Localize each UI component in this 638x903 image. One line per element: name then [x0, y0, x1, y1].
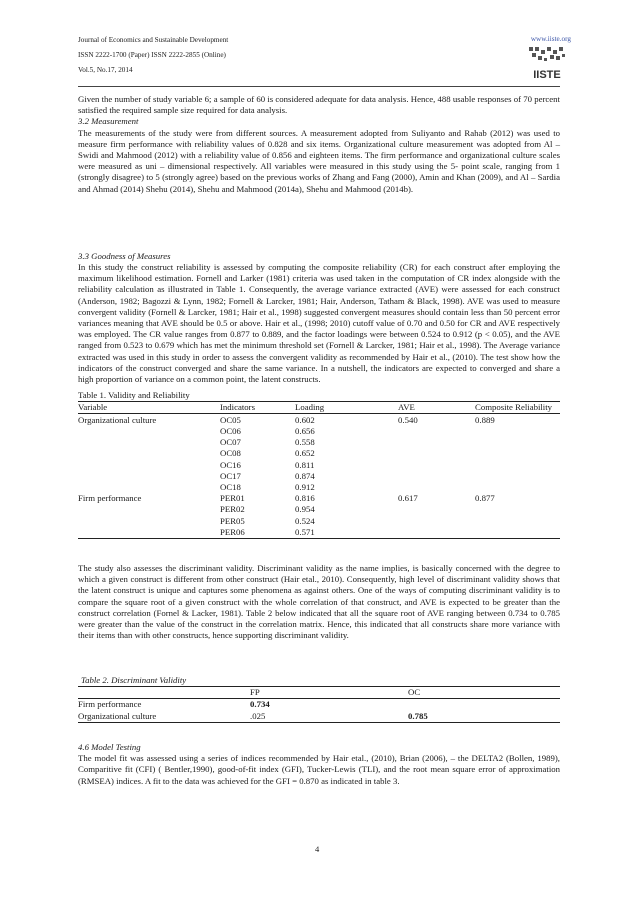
table-validity-reliability [78, 390, 560, 539]
table1-col-ave: AVE [398, 402, 415, 413]
table1-caption-row [78, 390, 560, 401]
table-row [78, 415, 560, 426]
table-cell: 0.889 [475, 414, 495, 425]
table-cell: 0.524 [295, 515, 315, 526]
table-cell: Organizational culture [78, 414, 157, 425]
table-cell: Firm performance [78, 493, 142, 504]
section-model-testing [78, 742, 560, 787]
measurement-text: The measurements of the study were from different sources. A measurement adopted from Suliyanto and Rahab (2012) was used to measure firm performance with reliability values of 0.828 and six items. Organizational culture measurement was adopted from Al – Swidi and Mahmood (2012) with a reliability value of 0.856 and eighteen items. The firm performance and organizational culture scales were measured as uni – dimensional respectively. All variables were measured in this study using the 5- point scale, ranging from 1 (strongly disagree) to 5 (strongly agree) based on the previous works of Zhang and Fang (2000), Amin and Khan (2009), and Al – Sardia and Ahmad (2014) Shehu (2014), Shehu and Mahmood (2014a), Shehu and Mahmood (2014b). [78, 127, 560, 194]
journal-url-link[interactable]: www.iiste.org [530, 35, 571, 43]
table-cell: 0.785 [408, 710, 428, 721]
table-row [78, 699, 560, 710]
table-cell: OC08 [220, 448, 241, 459]
table-cell: .025 [250, 710, 266, 721]
discriminant-text: The study also assesses the discriminant validity. Discriminant validity as the name implies, is basically concerned with the degree to which a given construct is different from other construct (Hair etal., 2010). Consequently, high level of discriminant validity shows that the latent construct is unique and captures some phenomena as against others. One of the ways of computing discriminant validity is to compare the square root of a given construct with the whole correlation of that construct, and AVE is expected to be greater than the construct correlation (Fornel & Lacker, 1981). Table 2 below indicated that all the square root of AVE ranging between 0.734 to 0.785 were greater than the value of the construct in the correlation matrix. Hence, this indicated that all constructs share more variance with their items than with other constructs, hence supporting discriminant validity. [78, 563, 560, 641]
table2-body [78, 699, 560, 722]
table2-header [78, 686, 560, 699]
table-row [78, 527, 560, 538]
table-cell: Organizational culture [78, 710, 157, 721]
table2-caption: Table 2. Discriminant Validity [81, 675, 187, 685]
table-row [78, 460, 560, 471]
goodness-text: In this study the construct reliability is assessed by computing the composite reliability (CR) for each construct after employing the maximum likelihood estimation. Fornell and Larker (1981) criteria was used taken in the computation of CR index alongside with the reliability calculation as illustrated in Table 1. Consequently, the average variance extracted (AVE) were assessed for each construct (Anderson, 1982; Bagozzi & Lynn, 1982; Fornell & Larcker, 1981; Hair, Anderson, Tatham & Black, 1998). AVE was used to measure convergent validity (Fornell & Larcker, 1981; Hair et al., 1998) suggested convergent measures should contain less than 50 percent error variances meaning that AVE should be 0.5 or above. Hair et al., (1998; 2010) cutoff value of 0.70 and 0.50 for CR and AVE respectively was employed. The CR value ranges from 0.877 to 0.889, and the factor loadings were between 0.524 to 0.912 (p < 0.05), and the AVE ranged from 0.523 to 0.679 which has met the minimum threshold set (Fornell & Larcker, 1981; Hair et al., 1998). The Average variance extracted was used in this study in order to assess the convergent validity as recommended by Hair et al., (2010). The test show how the indicators of the construct converged and share the same variance. In a nutshell, the indicators are expected to converged and share a high proportion of variance on a common point, the latent constructs. [78, 262, 560, 385]
table1-col-indicators: Indicators [220, 402, 255, 413]
table1-col-loading: Loading [295, 402, 325, 413]
table2-col-oc: OC [408, 687, 421, 698]
table-row [78, 471, 560, 482]
table-cell: 0.656 [295, 426, 315, 437]
section-goodness [78, 251, 560, 385]
table-cell: PER01 [220, 493, 245, 504]
table-cell: PER05 [220, 515, 245, 526]
page-number: 4 [315, 844, 320, 854]
table1-header [78, 401, 560, 414]
table1-caption: Table 1. Validity and Reliability [78, 390, 190, 400]
table1-body [78, 414, 560, 539]
section-measurement [78, 116, 560, 194]
table-row [78, 482, 560, 493]
discriminant-paragraph [78, 563, 560, 641]
intro-text: Given the number of study variable 6; a sample of 60 is considered adequate for data analysis. Hence, 488 usable responses of 70 percent satisfied the required sample size required for data analysis. [78, 94, 560, 116]
table-row [78, 493, 560, 504]
table-cell: 0.912 [295, 482, 315, 492]
table-cell: 0.816 [295, 493, 315, 504]
table-cell: 0.954 [295, 504, 315, 515]
table-cell: OC05 [220, 414, 241, 425]
table-row [78, 504, 560, 515]
table-discriminant-validity [78, 675, 560, 723]
table-cell: OC16 [220, 459, 241, 470]
section-heading-measurement: 3.2 Measurement [78, 116, 139, 127]
table-cell: 0.734 [250, 699, 270, 710]
table1-col-composite-reliability: Composite Reliability [475, 402, 553, 413]
table-cell: 0.571 [295, 526, 315, 537]
table-row [78, 426, 560, 437]
table1-col-variable: Variable [78, 402, 108, 413]
table-row [78, 437, 560, 448]
journal-issn: ISSN 2222-1700 (Paper) ISSN 2222-2855 (Online) [78, 51, 226, 59]
section-heading-goodness: 3.3 Goodness of Measures [78, 250, 171, 261]
table-cell: 0.558 [295, 437, 315, 448]
table-row [78, 516, 560, 527]
intro-paragraph [78, 94, 560, 116]
table-cell: 0.874 [295, 470, 315, 481]
table-row [78, 448, 560, 459]
table-cell: 0.652 [295, 448, 315, 459]
table-cell: OC17 [220, 470, 241, 481]
section-heading-model-testing: 4.6 Model Testing [78, 742, 141, 752]
table-cell: OC06 [220, 426, 241, 437]
table-cell: OC18 [220, 482, 241, 492]
table-cell: 0.617 [398, 493, 418, 504]
logo-text: IISTE [533, 69, 561, 81]
table-cell: PER06 [220, 526, 245, 537]
table-cell: OC07 [220, 437, 241, 448]
table-cell: Firm performance [78, 699, 142, 710]
journal-title: Journal of Economics and Sustainable Development [78, 36, 229, 44]
table-cell: 0.602 [295, 414, 315, 425]
table2-col-fp: FP [250, 687, 260, 698]
iiste-logo [526, 44, 568, 84]
table-cell: 0.540 [398, 414, 418, 425]
journal-volume: Vol.5, No.17, 2014 [78, 66, 133, 74]
table-cell: 0.811 [295, 459, 315, 470]
table2-caption-row [78, 675, 560, 686]
table-row [78, 711, 560, 722]
model-testing-text: The model fit was assessed using a series of indices recommended by Hair etal., (2010), Brian (2006), – the DELTA2 (Bollen, 1989), Comparitive fit (CFI) ( Bentler,1990), good-of-fit index (GFI), Tucker-Lewis (TLI), and the root mean square error of approximation (RMSEA) indices. A fit to the data was achieved for the GFI = 0.870 as indicated in table 3. [78, 753, 560, 786]
table-cell: PER02 [220, 504, 245, 515]
header-rule [78, 86, 560, 87]
table-cell: 0.877 [475, 493, 495, 504]
